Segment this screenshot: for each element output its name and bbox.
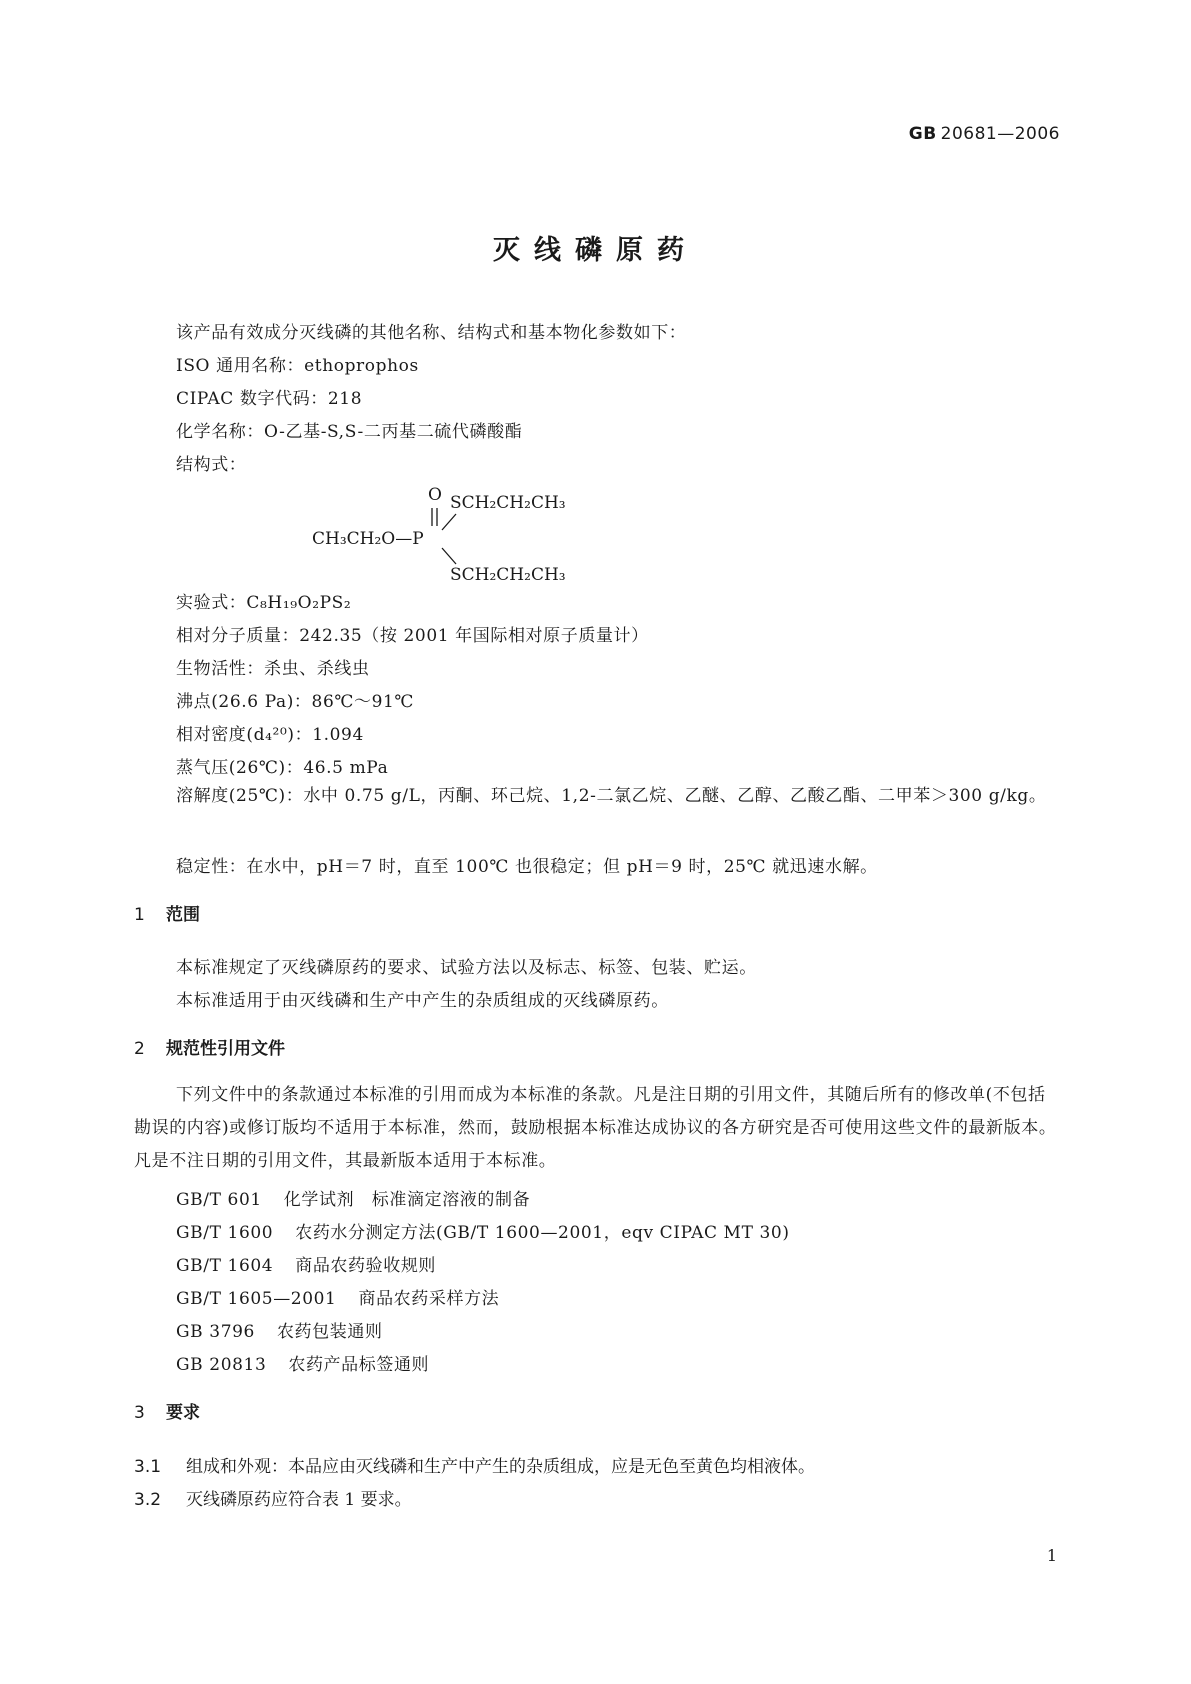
clause-3-2-number: 3.2 xyxy=(134,1490,162,1510)
reference-item xyxy=(176,1350,429,1375)
ethoxy-phosphorus-group: CH₃CH₂O—P xyxy=(312,529,424,549)
section-1-title: 范围 xyxy=(166,905,200,925)
standard-prefix: GB xyxy=(908,124,937,144)
vapor-pressure: 蒸气压(26℃)：46.5 mPa xyxy=(176,758,389,778)
intro-lead: 该产品有效成分灭线磷的其他名称、结构式和基本物化参数如下： xyxy=(176,323,687,343)
boiling-point: 沸点(26.6 Pa)：86℃～91℃ xyxy=(176,692,415,712)
structural-formula xyxy=(300,478,620,588)
clause-3-1 xyxy=(134,1452,815,1477)
reference-code: GB/T 601 xyxy=(176,1190,262,1210)
upper-thio-group: SCH₂CH₂CH₃ xyxy=(450,493,566,513)
reference-code: GB 20813 xyxy=(176,1355,267,1375)
empirical-formula: 实验式：C₈H₁₉O₂PS₂ xyxy=(176,593,352,613)
reference-item xyxy=(176,1185,530,1210)
section-2-number: 2 xyxy=(134,1039,145,1059)
lower-thio-group: SCH₂CH₂CH₃ xyxy=(450,565,566,585)
reference-item xyxy=(176,1317,383,1342)
reference-item xyxy=(176,1284,499,1309)
standard-code: 20681—2006 xyxy=(940,124,1060,144)
reference-title: 农药水分测定方法(GB/T 1600—2001，eqv CIPAC MT 30) xyxy=(295,1223,790,1243)
section-2-heading xyxy=(134,1034,285,1059)
reference-title: 农药产品标签通则 xyxy=(288,1355,430,1375)
clause-3-2 xyxy=(134,1485,412,1510)
page-number: 1 xyxy=(1046,1546,1057,1565)
reference-title: 农药包装通则 xyxy=(276,1322,383,1342)
clause-3-1-number: 3.1 xyxy=(134,1457,162,1477)
reference-item xyxy=(176,1218,790,1243)
relative-density: 相对密度(d₄²⁰)：1.094 xyxy=(176,725,364,745)
reference-title: 商品农药验收规则 xyxy=(295,1256,437,1276)
cipac-code: CIPAC 数字代码：218 xyxy=(176,389,363,409)
scope-paragraph-2: 本标准适用于由灭线磷和生产中产生的杂质组成的灭线磷原药。 xyxy=(176,991,669,1011)
section-3-heading xyxy=(134,1398,200,1423)
reference-code: GB 3796 xyxy=(176,1322,255,1342)
reference-code: GB/T 1600 xyxy=(176,1223,274,1243)
molecular-weight: 相对分子质量：242.35（按 2001 年国际相对原子质量计） xyxy=(176,626,649,646)
clause-3-2-text: 灭线磷原药应符合表 1 要求。 xyxy=(186,1490,412,1510)
document-title: 灭线磷原药 xyxy=(493,235,698,266)
reference-item xyxy=(176,1251,436,1276)
lower-bond xyxy=(442,548,456,564)
normative-references-paragraph: 下列文件中的条款通过本标准的引用而成为本标准的条款。凡是注日期的引用文件，其随后所有的修改单(不包括勘误的内容)或修订版均不适用于本标准，然而，鼓励根据本标准达成协议的各方研究是否可使用这些文件的最新版本。凡是不注日期的引用文件，其最新版本适用于本标准。 xyxy=(134,1085,1057,1171)
section-1-heading xyxy=(134,900,200,925)
standard-number xyxy=(909,124,1060,144)
structure-label: 结构式： xyxy=(176,455,247,475)
oxygen-atom: O xyxy=(428,485,442,505)
reference-title: 商品农药采样方法 xyxy=(358,1289,500,1309)
reference-title: 化学试剂 标准滴定溶液的制备 xyxy=(283,1190,531,1210)
clause-3-1-text: 组成和外观：本品应由灭线磷和生产中产生的杂质组成，应是无色至黄色均相液体。 xyxy=(186,1457,815,1477)
section-2-title: 规范性引用文件 xyxy=(166,1039,285,1059)
section-3-number: 3 xyxy=(134,1403,145,1423)
reference-code: GB/T 1605—2001 xyxy=(176,1289,337,1309)
reference-code: GB/T 1604 xyxy=(176,1256,274,1276)
iso-common-name: ISO 通用名称：ethoprophos xyxy=(176,356,419,376)
scope-paragraph-1: 本标准规定了灭线磷原药的要求、试验方法以及标志、标签、包装、贮运。 xyxy=(176,958,757,978)
biological-activity: 生物活性：杀虫、杀线虫 xyxy=(176,659,370,679)
section-1-number: 1 xyxy=(134,905,145,925)
chemical-name: 化学名称：O-乙基-S,S-二丙基二硫代磷酸酯 xyxy=(176,422,523,442)
section-3-title: 要求 xyxy=(166,1403,200,1423)
stability: 稳定性：在水中，pH＝7 时，直至 100℃ 也很稳定；但 pH＝9 时，25℃ 就迅速水解。 xyxy=(176,857,878,877)
solubility: 溶解度(25℃)：水中 0.75 g/L，丙酮、环己烷、1,2-二氯乙烷、乙醚、乙醇、乙酸乙酯、二甲苯＞300 g/kg。 xyxy=(176,786,1047,806)
upper-bond xyxy=(442,514,456,530)
